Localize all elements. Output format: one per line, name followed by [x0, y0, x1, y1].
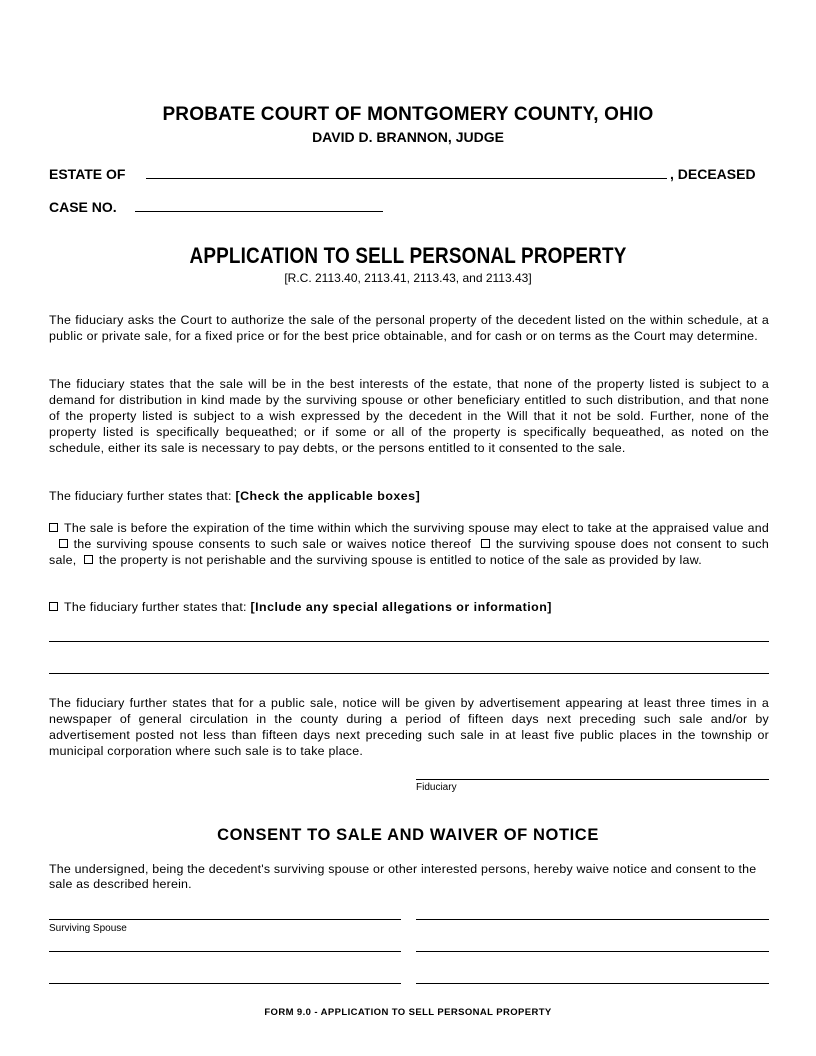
checkbox-special-allegations[interactable]: [49, 602, 58, 611]
special-info-line-1[interactable]: [49, 641, 769, 642]
surviving-spouse-signature-line[interactable]: [49, 919, 401, 920]
checkbox-before-expiration[interactable]: [49, 523, 58, 532]
statute-reference: [R.C. 2113.40, 2113.41, 2113.43, and 2113.43]: [284, 271, 532, 285]
option-not-perishable: the property is not perishable and the surviving spouse is entitled to notice of the sale as provided by law.: [98, 553, 702, 567]
fiduciary-signature-line[interactable]: [416, 779, 769, 780]
form-footer: FORM 9.0 - APPLICATION TO SELL PERSONAL PROPERTY: [264, 1007, 552, 1018]
court-name: PROBATE COURT OF MONTGOMERY COUNTY, OHIO: [162, 104, 654, 125]
interested-person-signature-line-2[interactable]: [49, 951, 401, 952]
option-spouse-not-consent: the surviving spouse does not consent to such sale,: [49, 537, 769, 567]
checkbox-spouse-consents[interactable]: [59, 539, 68, 548]
check-boxes-instruction: [Check the applicable boxes]: [235, 489, 421, 503]
paragraph-special: [49, 599, 769, 615]
option-before-expiration: The sale is before the expiration of the time within which the surviving spouse may elect to take at the appraised value and: [64, 521, 769, 535]
estate-label: ESTATE OF: [49, 166, 126, 182]
interested-person-signature-line-5[interactable]: [416, 983, 769, 984]
interested-person-signature-line-3[interactable]: [416, 951, 769, 952]
surviving-spouse-label: Surviving Spouse: [49, 923, 127, 934]
case-number-field[interactable]: [135, 211, 383, 212]
estate-name-field[interactable]: [146, 178, 667, 179]
check-boxes-text: The fiduciary further states that:: [49, 489, 236, 503]
form-title: APPLICATION TO SELL PERSONAL PROPERTY: [189, 243, 627, 268]
case-number-label: CASE NO.: [49, 199, 117, 215]
consent-title: CONSENT TO SALE AND WAIVER OF NOTICE: [217, 826, 599, 844]
special-instruction: [Include any special allegations or information]: [250, 600, 552, 614]
option-spouse-consents: the surviving spouse consents to such sale or waives notice thereof: [73, 537, 472, 551]
judge-name: DAVID D. BRANNON, JUDGE: [312, 129, 504, 145]
fiduciary-label: Fiduciary: [416, 782, 457, 793]
paragraph-check-boxes: [49, 488, 769, 504]
special-text: The fiduciary further states that:: [64, 600, 251, 614]
consent-text: The undersigned, being the decedent's surviving spouse or other interested persons, hereby waive notice and consent to the sale as described herein.: [49, 862, 757, 891]
checkbox-spouse-not-consent[interactable]: [481, 539, 490, 548]
checkbox-not-perishable[interactable]: [84, 555, 93, 564]
paragraph-options: [49, 520, 769, 568]
interested-person-signature-line-4[interactable]: [49, 983, 401, 984]
deceased-label: , DECEASED: [670, 166, 756, 182]
paragraph-public-sale-notice: The fiduciary further states that for a public sale, notice will be given by advertisement appearing at least three times in a newspaper of general circulation in the county during a period of fifteen days next preceding such sale and/or by advertisement posted not less than fifteen days next preceding such sale in at least five public places in the township or municipal corporation where such sale is to take place.: [49, 696, 769, 758]
interested-person-signature-line-1[interactable]: [416, 919, 769, 920]
paragraph-request: The fiduciary asks the Court to authorize the sale of the personal property of the decedent listed on the within schedule, at a public or private sale, for a fixed price or for the best price obtainable, and for cash or on terms as the Court may determine.: [49, 313, 769, 343]
special-info-line-2[interactable]: [49, 673, 769, 674]
paragraph-best-interests: The fiduciary states that the sale will be in the best interests of the estate, that none of the property listed is subject to a demand for distribution in kind made by the surviving spouse or other beneficiary entitled to such distribution, and that none of the property listed is subject to a wish expressed by the decedent in the Will that it not be sold. Further, none of the property listed is specifically bequeathed; or if some or all of the property is specifically bequeathed, as noted on the schedule, either its sale is necessary to pay debts, or the persons entitled to it consented to the sale.: [49, 377, 769, 455]
